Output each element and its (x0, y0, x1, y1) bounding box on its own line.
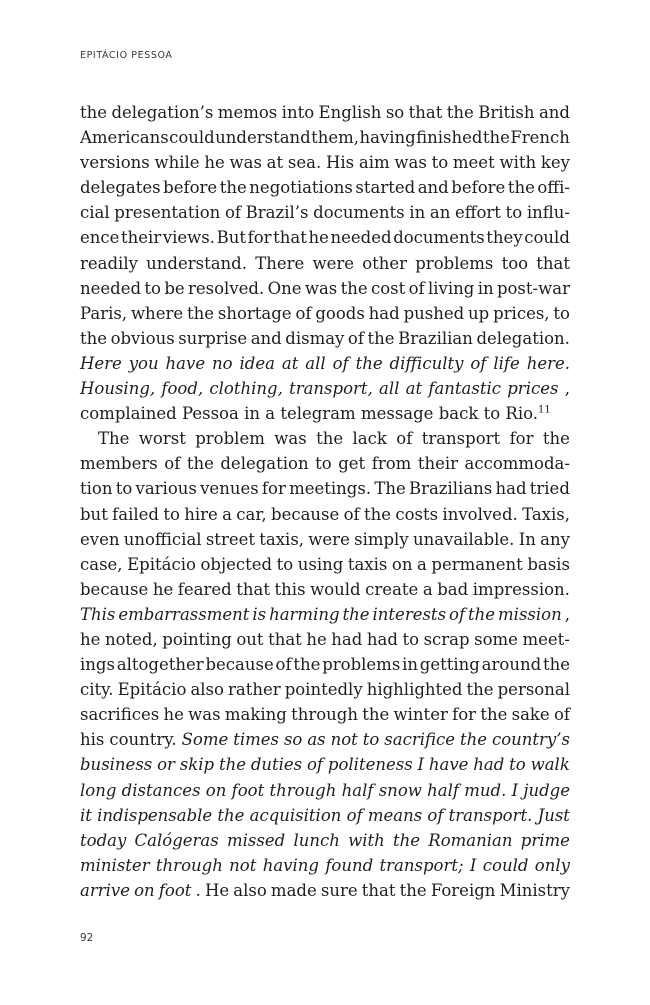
text-line: The worst problem was the lack of transport for the (98, 429, 570, 449)
text-line: even unofficial street taxis, were simply unavailable. In any (80, 529, 570, 549)
running-head: EPITÁCIO PESSOA (80, 50, 173, 61)
text-line: it indispensable the acquisition of means of transport. Just (80, 805, 570, 825)
text-line: This embarrassment is harming the interests of the mission , (80, 604, 570, 624)
text-line: his country. Some times so as not to sacrifice the country’s (80, 730, 570, 750)
text-line: because he feared that this would create a bad impression. (80, 579, 570, 599)
text-line: minister through not having found transport; I could only (80, 855, 570, 875)
text-line: today Calógeras missed lunch with the Romanian prime (80, 830, 570, 850)
text-line: arrive on foot . He also made sure that the Foreign Ministry (80, 880, 570, 900)
text-line: the obvious surprise and dismay of the Brazilian delegation. (80, 328, 570, 348)
text-line: business or skip the duties of politeness I have had to walk (80, 755, 570, 775)
text-line: tion to various venues for meetings. The Brazilians had tried (80, 479, 570, 499)
text-line: ings altogether because of the problems in getting around the (80, 655, 570, 675)
text-line: delegates before the negotiations started and before the offi- (80, 178, 570, 198)
text-line: Paris, where the shortage of goods had pushed up prices, to (80, 303, 570, 323)
page-number: 92 (80, 932, 94, 944)
text-line: versions while he was at sea. His aim was to meet with key (80, 153, 570, 173)
text-line: but failed to hire a car, because of the costs involved. Taxis, (80, 504, 570, 524)
text-line: case, Epitácio objected to using taxis on a permanent basis (80, 554, 570, 574)
text-line: cial presentation of Brazil’s documents in an effort to influ- (80, 203, 570, 223)
text-line: members of the delegation to get from their accommoda- (80, 454, 570, 474)
body-text (80, 100, 570, 903)
text-line: Here you have no idea at all of the difficulty of life here. (80, 353, 570, 373)
text-line: needed to be resolved. One was the cost of living in post-war (80, 278, 570, 298)
text-line: Americans could understand them, having finished the French (80, 128, 570, 148)
text-line: complained Pessoa in a telegram message back to Rio.$^{11}$ (80, 404, 551, 424)
text-line: ence their views. But for that he needed documents they could (80, 228, 570, 248)
text-line: city. Epitácio also rather pointedly highlighted the personal (80, 680, 570, 700)
text-line: long distances on foot through half snow half mud. I judge (80, 780, 570, 800)
text-line: sacrifices he was making through the winter for the sake of (80, 705, 570, 725)
text-line: the delegation’s memos into English so that the British and (80, 103, 570, 122)
text-line: readily understand. There were other problems too that (80, 253, 570, 273)
footnote-ref: 11 (538, 404, 551, 416)
text-line: he noted, pointing out that he had had to scrap some meet- (80, 629, 570, 649)
text-line: Housing, food, clothing, transport, all at fantastic prices , (80, 379, 570, 399)
